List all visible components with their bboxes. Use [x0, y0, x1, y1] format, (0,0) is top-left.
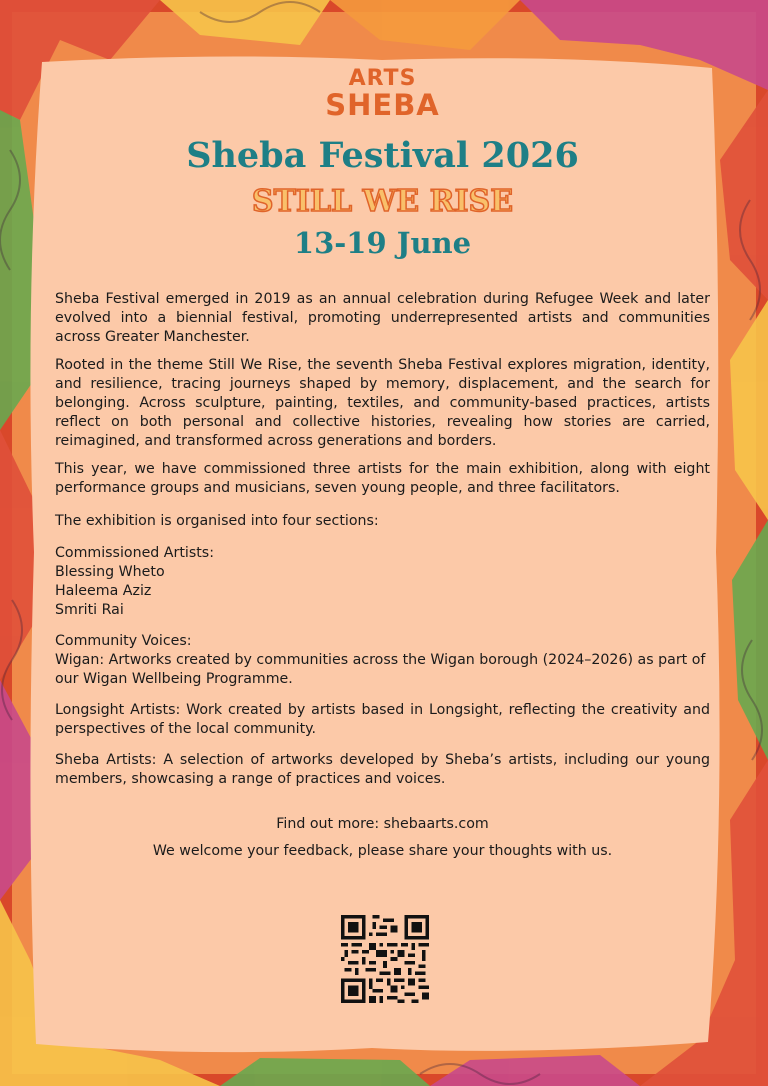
wigan-text: Wigan: Artworks created by communities across the Wigan borough (2024–2026) as part of our Wigan Wellbeing Programme. [55, 652, 706, 687]
festival-dates: 13-19 June [293, 226, 472, 260]
sheba-artists-text: Sheba Artists: A selection of artworks developed by Sheba’s artists, including our young members, showcasing a range of practices and voices. [55, 752, 710, 787]
artist-name: Haleema Aziz [55, 583, 152, 599]
festival-theme: STILL WE RISE [251, 184, 514, 219]
theme-paragraph: Rooted in the theme Still We Rise, the seventh Sheba Festival explores migration, identity, and resilience, tracing journeys shaped by memory, displacement, and the search for belonging. Across sculpture, painting, textiles, and community-based practices, artists reflect on both personal and collective histories, revealing how stories are carried, reimagined, and transformed across generations and borders. [55, 357, 710, 449]
logo-line-sheba: SHEBA [325, 88, 440, 122]
community-voices-block [55, 632, 710, 689]
qr-code-icon[interactable] [341, 915, 429, 1003]
festival-title: Sheba Festival 2026 [186, 135, 579, 176]
commission-paragraph: This year, we have commissioned three artists for the main exhibition, along with eight performance groups and musicians, seven young people, and three facilitators. [55, 461, 710, 496]
community-heading: Community Voices: [55, 633, 192, 649]
sections-intro: The exhibition is organised into four sections: [55, 513, 379, 529]
arts-sheba-logo [55, 68, 710, 120]
feedback-text: We welcome your feedback, please share your thoughts with us. [152, 843, 613, 859]
flyer-content [55, 68, 710, 861]
artist-name: Smriti Rai [55, 602, 124, 618]
website-link[interactable]: Find out more: shebaarts.com [276, 816, 489, 832]
commissioned-artists-block [55, 544, 710, 620]
intro-paragraph: Sheba Festival emerged in 2019 as an annual celebration during Refugee Week and later evolved into a biennial festival, promoting underrepresented artists and communities across Greater Manchester. [55, 291, 710, 345]
logo-line-arts: ARTS [348, 66, 417, 91]
commissioned-heading: Commissioned Artists: [55, 545, 214, 561]
artist-name: Blessing Wheto [55, 564, 165, 580]
longsight-text: Longsight Artists: Work created by artists based in Longsight, reflecting the creativity and perspectives of the local community. [55, 702, 710, 737]
